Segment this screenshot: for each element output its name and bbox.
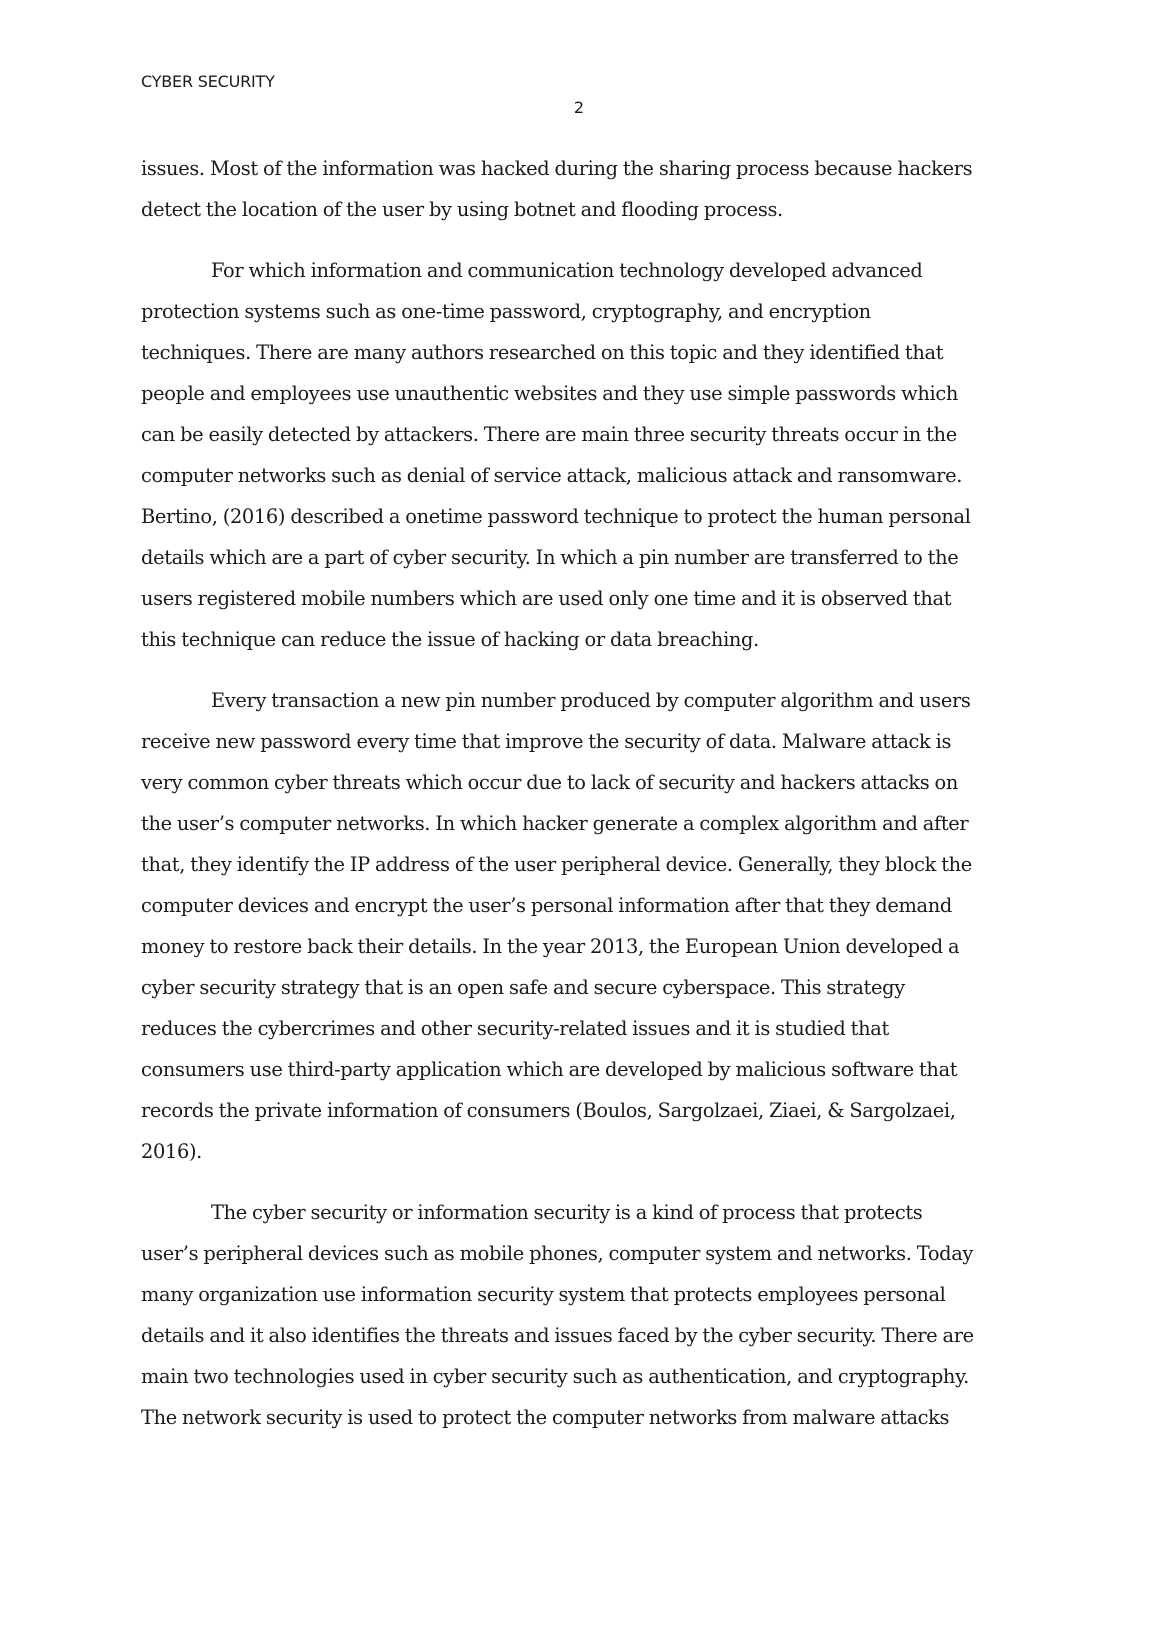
text-line: that, they identify the IP address of the user peripheral device. Generally, they block the bbox=[141, 853, 972, 876]
text-line: details and it also identifies the threats and issues faced by the cyber security. There are bbox=[141, 1324, 974, 1347]
text-line: users registered mobile numbers which are used only one time and it is observed that bbox=[141, 587, 952, 610]
text-line: The network security is used to protect the computer networks from malware attacks bbox=[141, 1406, 950, 1429]
text-line: For which information and communication technology developed advanced bbox=[211, 259, 923, 282]
text-line: computer networks such as denial of service attack, malicious attack and ransomware. bbox=[141, 464, 963, 487]
paragraph-1 bbox=[141, 148, 1031, 230]
text-line: many organization use information security system that protects employees personal bbox=[141, 1283, 946, 1306]
text-line: records the private information of consumers (Boulos, Sargolzaei, Ziaei, & Sargolzaei, bbox=[141, 1099, 956, 1122]
paragraph-4 bbox=[141, 1192, 1031, 1438]
page-number: 2 bbox=[573, 98, 585, 117]
text-line: receive new password every time that improve the security of data. Malware attack is bbox=[141, 730, 952, 753]
text-line: this technique can reduce the issue of hacking or data breaching. bbox=[141, 628, 759, 651]
text-line: consumers use third-party application which are developed by malicious software that bbox=[141, 1058, 958, 1081]
text-line: reduces the cybercrimes and other security-related issues and it is studied that bbox=[141, 1017, 889, 1040]
text-line: can be easily detected by attackers. There are main three security threats occur in the bbox=[141, 423, 957, 446]
text-line: computer devices and encrypt the user’s personal information after that they demand bbox=[141, 894, 952, 917]
text-line: the user’s computer networks. In which hacker generate a complex algorithm and after bbox=[141, 812, 969, 835]
body-text bbox=[141, 148, 1031, 1438]
text-line: issues. Most of the information was hacked during the sharing process because hackers bbox=[141, 157, 973, 180]
text-line: 2016). bbox=[141, 1140, 202, 1163]
text-line: money to restore back their details. In the year 2013, the European Union developed a bbox=[141, 935, 960, 958]
text-line: techniques. There are many authors researched on this topic and they identified that bbox=[141, 341, 944, 364]
text-line: people and employees use unauthentic websites and they use simple passwords which bbox=[141, 382, 958, 405]
text-line: Every transaction a new pin number produced by computer algorithm and users bbox=[211, 689, 971, 712]
paragraph-2 bbox=[141, 250, 1031, 660]
text-line: cyber security strategy that is an open safe and secure cyberspace. This strategy bbox=[141, 976, 905, 999]
text-line: user’s peripheral devices such as mobile phones, computer system and networks. Today bbox=[141, 1242, 974, 1265]
text-line: main two technologies used in cyber security such as authentication, and cryptography. bbox=[141, 1365, 969, 1388]
running-head: CYBER SECURITY bbox=[141, 72, 275, 91]
text-line: details which are a part of cyber security. In which a pin number are transferred to the bbox=[141, 546, 959, 569]
paragraph-3 bbox=[141, 680, 1031, 1172]
text-line: Bertino, (2016) described a onetime password technique to protect the human personal bbox=[141, 505, 971, 528]
text-line: The cyber security or information security is a kind of process that protects bbox=[211, 1201, 923, 1224]
text-line: detect the location of the user by using botnet and flooding process. bbox=[141, 198, 783, 221]
text-line: very common cyber threats which occur due to lack of security and hackers attacks on bbox=[141, 771, 959, 794]
text-line: protection systems such as one-time password, cryptography, and encryption bbox=[141, 300, 871, 323]
